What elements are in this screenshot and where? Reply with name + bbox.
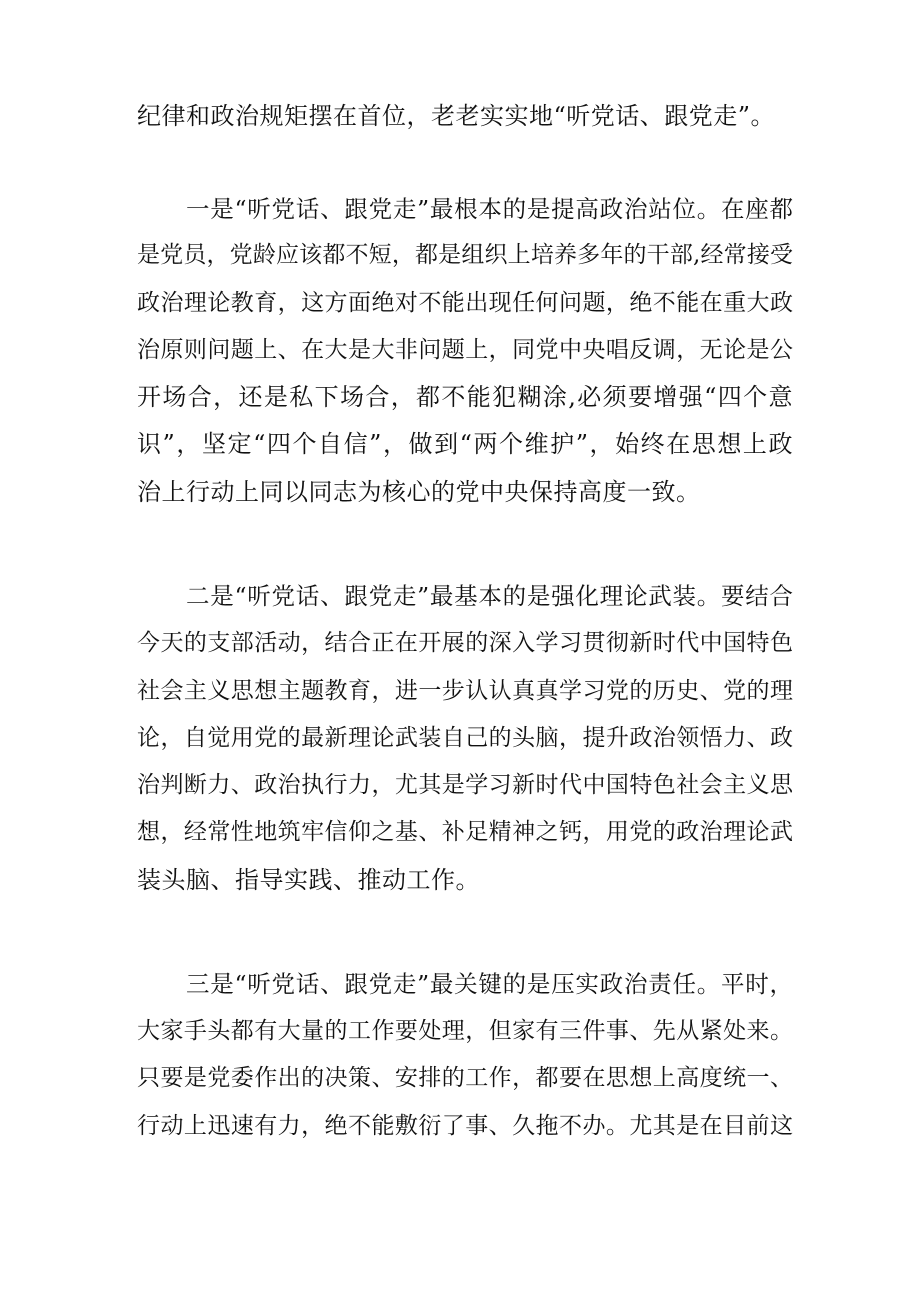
para1-line-4: 治原则问题上、在大是大非问题上，同党中央唱反调，无论是公 — [137, 337, 793, 363]
para1-line-7: 治上行动上同以同志为核心的党中央保持高度一致。 — [137, 478, 701, 506]
para2-line-4: 论，自觉用党的最新理论武装自己的头脑，提升政治领悟力、政 — [137, 725, 793, 751]
para3-line-4: 行动上迅速有力，绝不能敷衍了事、久拖不办。尤其是在目前这 — [137, 1113, 793, 1139]
para3-line-3: 只要是党委作出的决策、安排的工作，都要在思想上高度统一、 — [137, 1065, 793, 1091]
para2-line-5: 治判断力、政治执行力，尤其是学习新时代中国特色社会主义思 — [137, 772, 793, 798]
para1-line-5: 开场合，还是私下场合，都不能犯糊涂,必须要增强“四个意 — [137, 383, 793, 411]
para2-line-6: 想，经常性地筑牢信仰之基、补足精神之钙，用党的政治理论武 — [137, 819, 793, 845]
intro-line-1: 纪律和政治规矩摆在首位，老老实实地“听党话、跟党走”。 — [137, 102, 776, 130]
para1-line-6: 识”，坚定“四个自信”，做到“两个维护”，始终在思想上政 — [137, 430, 793, 458]
para1-line-3: 政治理论教育，这方面绝对不能出现任何问题，绝不能在重大政 — [137, 290, 793, 316]
para2-line-2: 今天的支部活动，结合正在开展的深入学习贯彻新时代中国特色 — [137, 630, 793, 656]
para3-line-2: 大家手头都有大量的工作要处理，但家有三件事、先从紧处来。 — [137, 1018, 793, 1044]
para2-line-1: 二是“听党话、跟党走”最基本的是强化理论武装。要结合 — [186, 582, 793, 610]
para1-line-1: 一是“听党话、跟党走”最根本的是提高政治站位。在座都 — [186, 195, 793, 223]
para3-line-1: 三是“听党话、跟党走”最关键的是压实政治责任。平时， — [186, 970, 793, 998]
para1-line-2: 是党员，党龄应该都不短，都是组织上培养多年的干部,经常接受 — [137, 242, 793, 268]
para2-line-7: 装头脑、指导实践、推动工作。 — [137, 866, 480, 894]
para2-line-3: 社会主义思想主题教育，进一步认认真真学习党的历史、党的理 — [137, 678, 793, 704]
